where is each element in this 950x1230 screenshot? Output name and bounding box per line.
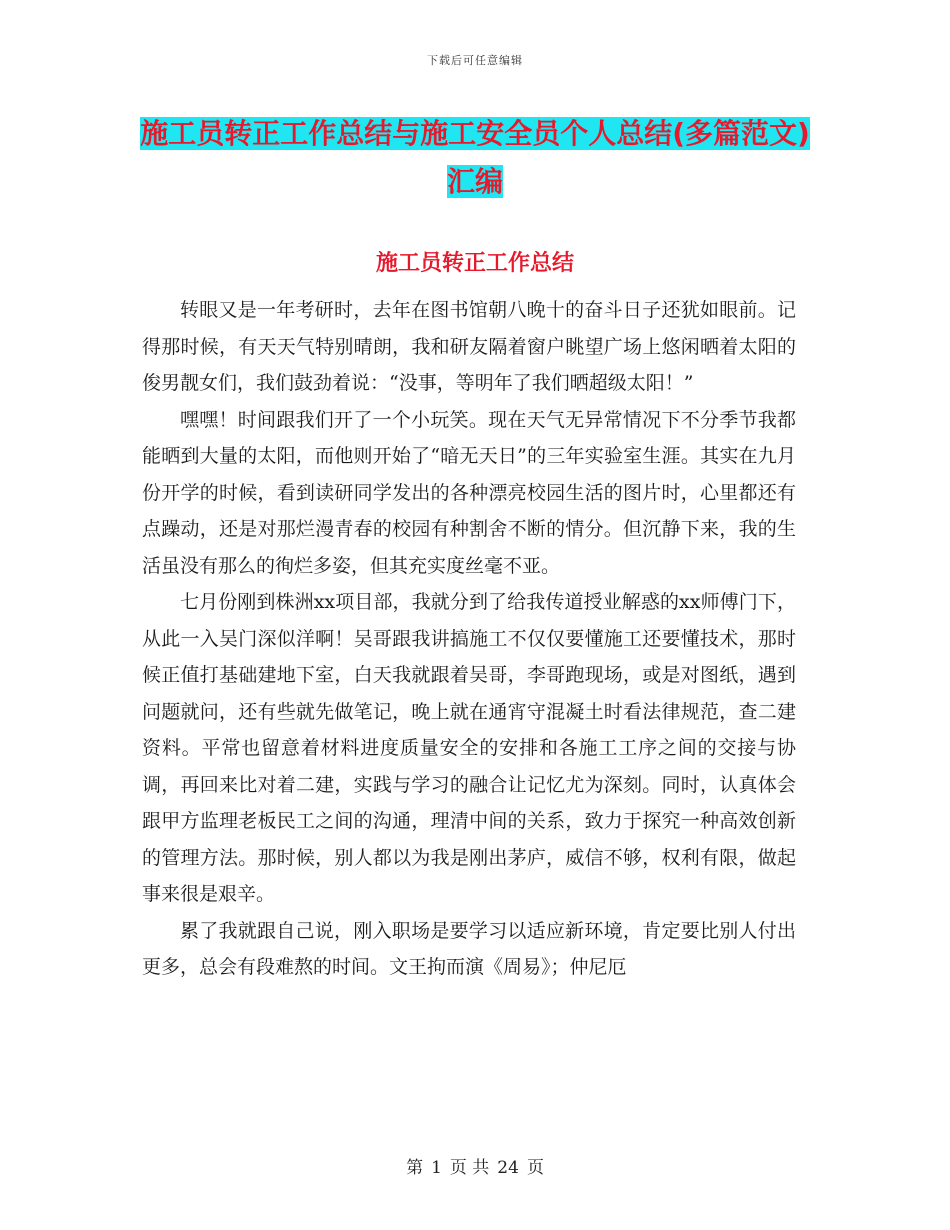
document-title-text: 施工员转正工作总结与施工安全员个人总结(多篇范文)汇编 [140,117,810,198]
paragraph: 转眼又是一年考研时，去年在图书馆朝八晚十的奋斗日子还犹如眼前。记得那时候，有天天气特别晴朗，我和研友隔着窗户眺望广场上悠闲晒着太阳的俊男靓女们，我们鼓劲着说：“没事，等明年了我们晒超级太阳！” [142,299,796,394]
document-title [130,110,820,206]
page-footer [0,1153,950,1178]
footer-suffix: 页 [526,1158,544,1178]
paragraph: 累了我就跟自己说，刚入职场是要学习以适应新环境，肯定要比别人付出更多，总会有段难熬的时间。文王拘而演《周易》；仲尼厄 [142,919,796,978]
body-text [142,292,796,986]
section-title: 施工员转正工作总结 [375,251,574,276]
header-note: 下载后可任意编辑 [427,54,523,67]
paragraph: 嘿嘿！时间跟我们开了一个小玩笑。现在天气无异常情况下不分季节我都能晒到大量的太阳，而他则开始了“暗无天日”的三年实验室生涯。其实在九月份开学的时候，看到读研同学发出的各种漂亮校园生活的图片时，心里都还有点躁动，还是对那烂漫青春的校园有种割舍不断的情分。但沉静下来，我的生活虽没有那么的徇烂多姿，但其充实度丝毫不亚。 [142,408,796,577]
paragraph: 七月份刚到株洲xx项目部，我就分到了给我传道授业解惑的xx师傅门下，从此一入吴门深似洋啊！吴哥跟我讲搞施工不仅仅要懂施工还要懂技术，那时候正值打基础建地下室，白天我就跟着吴哥，李哥跑现场，或是对图纸，遇到问题就问，还有些就先做笔记，晚上就在通宵守混凝土时看法律规范，查二建资料。平常也留意着材料进度质量安全的安排和各施工工序之间的交接与协调，再回来比对着二建，实践与学习的融合让记忆尤为深刻。同时，认真体会跟甲方监理老板民工之间的沟通，理清中间的关系，致力于探究一种高效创新的管理方法。那时候，别人都以为我是刚出茅庐，威信不够，权利有限，做起事来很是艰辛。 [142,591,796,905]
footer-total-pages: 24 [497,1158,519,1178]
footer-middle: 页 共 [449,1158,490,1178]
footer-page-number: 1 [431,1158,442,1178]
footer-prefix: 第 [406,1158,424,1178]
